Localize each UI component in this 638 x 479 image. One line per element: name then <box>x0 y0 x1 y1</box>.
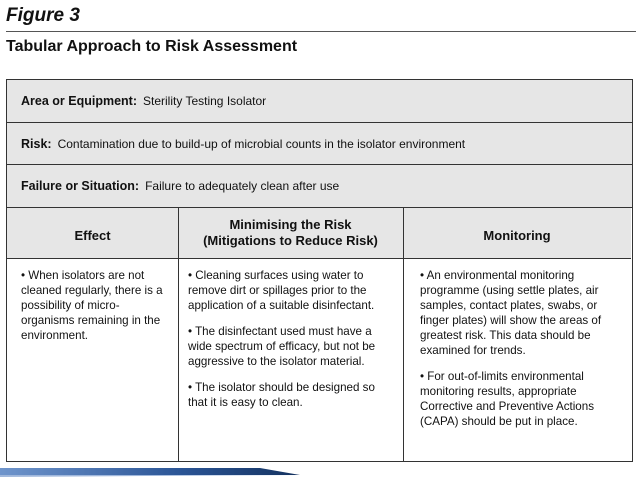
info-value-area: Sterility Testing Isolator <box>143 94 267 108</box>
header-effect-label: Effect <box>74 228 111 243</box>
info-row-failure <box>7 165 632 208</box>
mitigation-item: • The disinfectant used must have a wide spectrum of efficacy, but not be aggressive to the isolator material. <box>188 325 376 368</box>
info-label-risk: Risk: <box>21 136 52 151</box>
header-mitigation <box>178 208 403 259</box>
column-divider <box>403 208 404 461</box>
monitoring-item: • An environmental monitoring programme (using settle plates, air samples, contact plates, swabs, or finger plates) will show the areas of greatest risk. This data should be examined for trends. <box>420 269 602 357</box>
info-label-failure: Failure or Situation: <box>21 179 140 193</box>
header-monitoring <box>403 208 631 259</box>
header-effect <box>7 208 178 259</box>
figure-rule <box>6 31 636 32</box>
monitoring-cell <box>420 268 623 440</box>
effect-item: • When isolators are not cleaned regularly, there is a possibility of micro-organisms remaining in the environment. <box>21 269 163 342</box>
figure-label: Figure 3 <box>6 5 80 26</box>
info-row-risk <box>7 123 632 165</box>
risk-assessment-table <box>6 79 633 462</box>
info-value-failure: Failure to adequately clean after use <box>145 179 340 193</box>
mitigation-item: • The isolator should be designed so that it is easy to clean. <box>188 381 375 409</box>
info-value-risk: Contamination due to build-up of microbial counts in the isolator environment <box>57 136 466 151</box>
header-mitigation-line2: (Mitigations to Reduce Risk) <box>203 233 378 248</box>
mitigation-item: • Cleaning surfaces using water to remove dirt or spillages prior to the application of a suitable disinfectant. <box>188 269 375 312</box>
figure-title: Tabular Approach to Risk Assessment <box>6 38 298 55</box>
effect-cell <box>21 268 166 354</box>
column-divider <box>178 208 179 461</box>
info-row-area <box>7 80 632 123</box>
info-label-area: Area or Equipment: <box>21 94 137 108</box>
header-mitigation-line1: Minimising the Risk <box>229 217 352 232</box>
mitigation-cell <box>188 268 396 421</box>
monitoring-item: • For out-of-limits environmental monitoring results, appropriate Corrective and Preventive Actions (CAPA) should be put in place. <box>420 370 594 428</box>
decorative-bottom-band <box>0 466 638 479</box>
header-monitoring-label: Monitoring <box>483 228 551 243</box>
